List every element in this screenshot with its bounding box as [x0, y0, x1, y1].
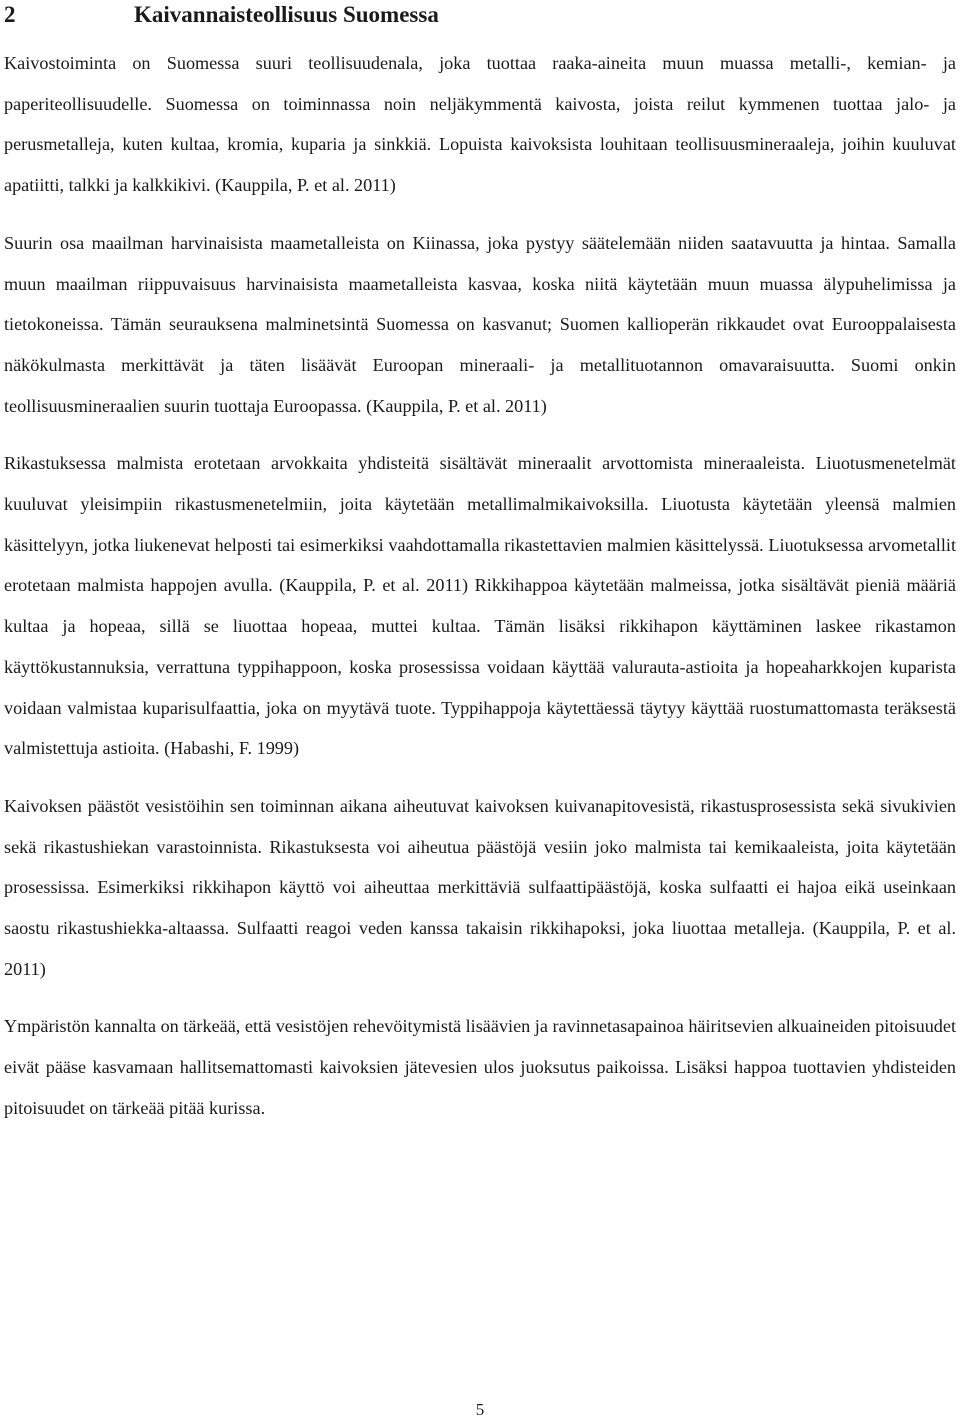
section-number: 2: [4, 2, 16, 27]
section-title: Kaivannaisteollisuus Suomessa: [134, 2, 439, 27]
paragraph-mining-overview: Kaivostoiminta on Suomessa suuri teollisuudenala, joka tuottaa raaka-aineita muun muassa metalli-, kemian- ja paperiteollisuudelle. Suomessa on toiminnassa noin neljäkymmentä kaivosta, joista reilut kymmenen tuottaa jalo- ja perusmetalleja, kuten kultaa, kromia, kuparia ja sinkkiä. Lopuista kaivoksista louhitaan teollisuusmineraaleja, joihin kuuluvat apatiitti, talkki ja kalkkikivi. (Kauppila, P. et al. 2011): [4, 53, 956, 196]
document-page: [4, 0, 956, 1129]
paragraph-rare-earth-metals: Suurin osa maailman harvinaisista maametalleista on Kiinassa, joka pystyy säätelemään niiden saatavuutta ja hintaa. Samalla muun maailman riippuvaisuus harvinaisista maametalleista kasvaa, koska niitä käytetään muun muassa älypuhelimissa ja tietokoneissa. Tämän seurauksena malminetsintä Suomessa on kasvanut; Suomen kallioperän rikkaudet ovat Eurooppalaisesta näkökulmasta merkittävät ja täten lisäävät Euroopan mineraali- ja metallituotannon omavaraisuutta. Suomi onkin teollisuusmineraalien suurin tuottaja Euroopassa. (Kauppila, P. et al. 2011): [4, 232, 956, 416]
paragraph-enrichment-methods: Rikastuksessa malmista erotetaan arvokkaita yhdisteitä sisältävät mineraalit arvottomista mineraaleista. Liuotusmenetelmät kuuluvat yleisimpiin rikastusmenetelmiin, joita käytetään metallimalmikaivoksilla. Liuotusta käytetään yleensä malmien käsittelyyn, jotka liukenevat helposti tai esimerkiksi vaahdottamalla rikastettavien malmien käsittelyssä. Liuotuksessa arvometallit erotetaan malmista happojen avulla. (Kauppila, P. et al. 2011) Rikkihappoa käytetään malmeissa, jotka sisältävät pieniä määriä kultaa ja hopeaa, sillä se liuottaa hopeaa, muttei kultaa. Tämän lisäksi rikkihapon käyttäminen laskee rikastamon käyttökustannuksia, verrattuna typpihappoon, koska prosessissa voidaan käyttää valurauta-astioita ja hopeaharkkojen kuparista voidaan valmistaa kuparisulfaattia, joka on myytävä tuote. Typpihappoja käytettäessä täytyy käyttää ruostumattomasta teräksestä valmistettuja astioita. (Habashi, F. 1999): [4, 453, 956, 759]
page-number: 5: [475, 1400, 485, 1419]
paragraph-mine-emissions: Kaivoksen päästöt vesistöihin sen toiminnan aikana aiheutuvat kaivoksen kuivanapitovesistä, rikastusprosessista sekä sivukivien sekä rikastushiekan varastoinnista. Rikastuksesta voi aiheutua päästöjä vesiin joko malmista tai kemikaaleista, joita käytetään prosessissa. Esimerkiksi rikkihapon käyttö voi aiheuttaa merkittäviä sulfaattipäästöjä, koska sulfaatti ei hajoa eikä useinkaan saostu rikastushiekka-altaassa. Sulfaatti reagoi veden kanssa takaisin rikkihapoksi, joka liuottaa metalleja. (Kauppila, P. et al. 2011): [4, 795, 956, 979]
paragraph-environmental-aspects: Ympäristön kannalta on tärkeää, että vesistöjen rehevöitymistä lisäävien ja ravinnetasapainoa häiritsevien alkuaineiden pitoisuudet eivät pääse kasvamaan hallitsemattomasti kaivoksien jätevesien ulos juoksutus paikoissa. Lisäksi happoa tuottavien yhdisteiden pitoisuudet on tärkeää pitää kurissa.: [4, 1016, 957, 1118]
section-heading: [4, 0, 956, 30]
